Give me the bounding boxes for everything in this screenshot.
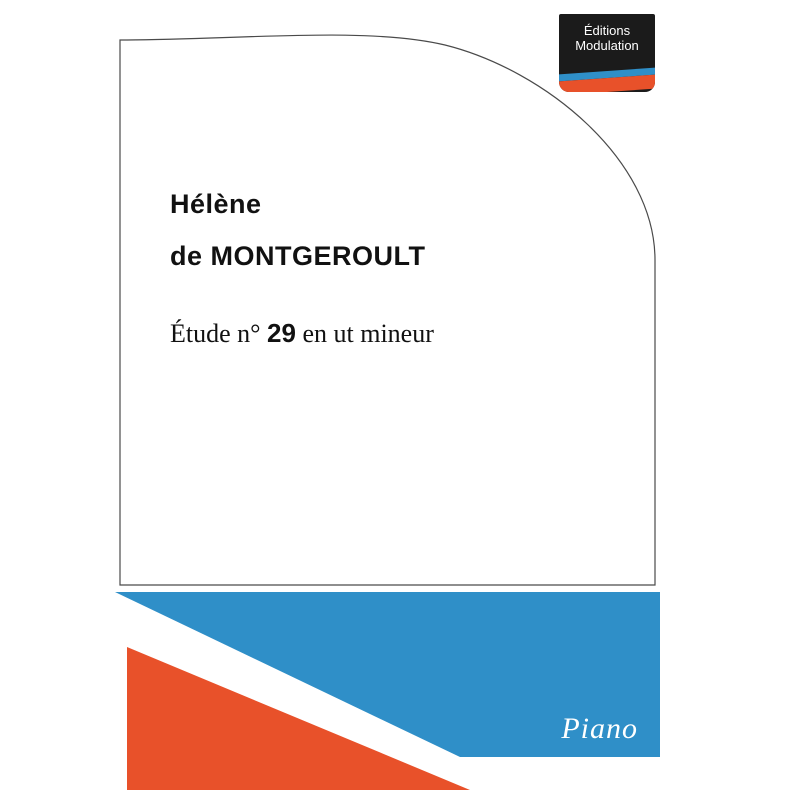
work-number: 29 bbox=[267, 318, 296, 348]
work-title-suffix: en ut mineur bbox=[302, 319, 434, 348]
cover-graphic-band bbox=[115, 592, 660, 790]
band-shapes bbox=[115, 592, 660, 790]
composer-last-name: de MONTGEROULT bbox=[170, 241, 426, 271]
publisher-logo-text bbox=[559, 23, 655, 53]
composer-name bbox=[170, 178, 640, 282]
work-title-prefix: Étude n° bbox=[170, 319, 261, 348]
instrument-label: Piano bbox=[561, 712, 638, 745]
work-title bbox=[170, 318, 640, 349]
publisher-name-line1: Éditions bbox=[583, 23, 631, 38]
publisher-name-line2: Modulation bbox=[575, 38, 639, 53]
publisher-logo bbox=[559, 14, 655, 92]
composer-first-name: Hélène bbox=[170, 189, 262, 219]
